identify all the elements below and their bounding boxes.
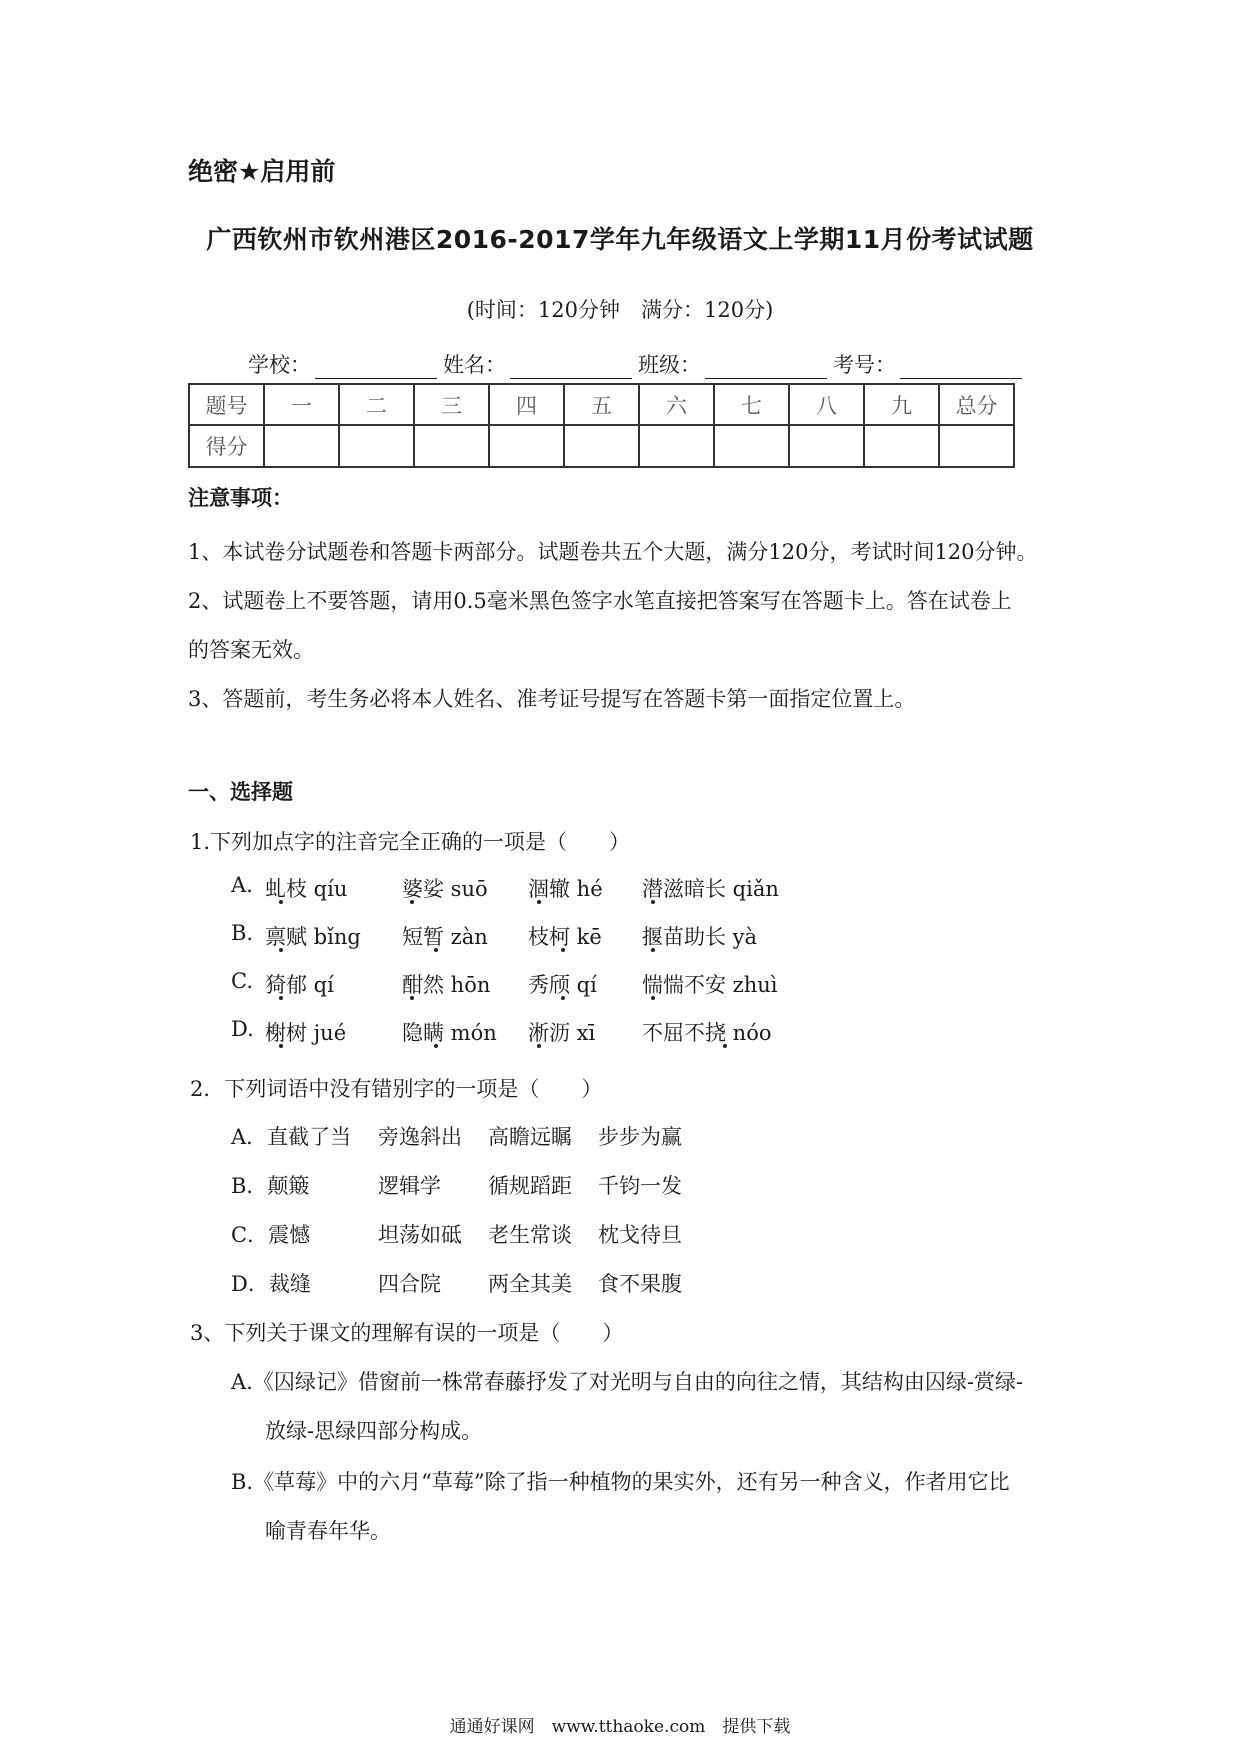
score-table (188, 383, 1015, 468)
option-term: 猗郁 qí (265, 973, 334, 997)
score-cell (939, 425, 1014, 467)
table-cell: 总分 (939, 384, 1014, 425)
question-2-option-d (231, 1268, 682, 1298)
option-letter: D. (231, 1017, 254, 1041)
question-3-option-b-cont: 喻青春年华。 (265, 1519, 391, 1543)
note-item-2-cont: 的答案无效。 (188, 638, 314, 662)
question-3-stem: 3、下列关于课文的理解有误的一项是（ ） (190, 1321, 624, 1345)
option-term: A．直截了当 (231, 1125, 352, 1149)
option-letter: C. (231, 969, 253, 993)
note-item-3: 3、答题前，考生务必将本人姓名、准考证号提写在答题卡第一面指定位置上。 (188, 687, 916, 711)
table-cell: 二 (339, 384, 414, 425)
table-cell: 九 (864, 384, 939, 425)
score-cell (414, 425, 489, 467)
confidential-mark: 绝密★启用前 (188, 157, 336, 186)
score-cell (864, 425, 939, 467)
table-cell: 七 (714, 384, 789, 425)
option-term: 两全其美 (488, 1272, 572, 1296)
score-table-header-row (189, 384, 1014, 425)
option-term: 四合院 (378, 1272, 441, 1296)
option-term: B．颠簸 (231, 1174, 310, 1198)
option-term: 高瞻远瞩 (488, 1125, 572, 1149)
option-term: 榭树 jué (265, 1021, 347, 1045)
option-term: 逻辑学 (378, 1174, 441, 1198)
question-1-stem: 1.下列加点字的注音完全正确的一项是（ ） (190, 830, 631, 854)
option-term: 潜滋暗长 qiǎn (642, 877, 779, 901)
score-cell (789, 425, 864, 467)
school-blank (315, 356, 437, 379)
table-cell: 三 (414, 384, 489, 425)
question-2-option-a (231, 1121, 682, 1151)
option-term: 揠苗助长 yà (642, 925, 758, 949)
option-term: 步步为赢 (598, 1125, 682, 1149)
option-term: 禀赋 bǐng (265, 925, 361, 949)
exam-no-blank (900, 356, 1022, 379)
score-cell (339, 425, 414, 467)
name-blank (510, 356, 632, 379)
option-term: 枕戈待旦 (598, 1223, 682, 1247)
option-letter: A. (231, 873, 253, 897)
option-term: C．震憾 (231, 1223, 311, 1247)
option-term: 秀颀 qí (528, 973, 597, 997)
table-cell: 题号 (189, 384, 264, 425)
table-cell: 一 (264, 384, 339, 425)
time-info: (时间：120分钟 满分：120分) (466, 298, 774, 322)
option-term: 千钧一发 (598, 1174, 682, 1198)
note-item-1: 1、本试卷分试题卷和答题卡两部分。试题卷共五个大题，满分120分，考试时间120分钟。 (188, 540, 1038, 564)
class-blank (705, 356, 827, 379)
question-2-stem: 2．下列词语中没有错别字的一项是（ ） (190, 1077, 603, 1101)
table-cell: 得分 (189, 425, 264, 467)
score-cell (489, 425, 564, 467)
question-2-option-b (231, 1170, 682, 1200)
exam-title: 广西钦州市钦州港区2016-2017学年九年级语文上学期11月份考试试题 (206, 225, 1034, 254)
question-2-option-c (231, 1219, 682, 1249)
option-term: 虬枝 qíu (265, 877, 348, 901)
option-letter: B. (231, 921, 254, 945)
note-item-2: 2、试题卷上不要答题，请用0.5毫米黑色签字水笔直接把答案写在答题卡上。答在试卷上 (188, 589, 1012, 613)
option-term: 不屈不挠 nóo (642, 1021, 772, 1045)
student-info-fields (248, 349, 1028, 379)
option-term: 老生常谈 (488, 1223, 572, 1247)
section-heading: 一、选择题 (188, 780, 293, 804)
option-term: 旁逸斜出 (378, 1125, 462, 1149)
option-term: 食不果腹 (598, 1272, 682, 1296)
question-3-option-b: B.《草莓》中的六月“草莓”除了指一种植物的果实外，还有另一种含义，作者用它比 (231, 1470, 1010, 1494)
question-3-option-a-cont: 放绿-思绿四部分构成。 (265, 1419, 483, 1443)
option-term: D．裁缝 (231, 1272, 311, 1296)
score-table-score-row (189, 425, 1014, 467)
option-term: 涸辙 hé (528, 877, 603, 901)
option-term: 惴惴不安 zhuì (642, 973, 778, 997)
option-term: 循规蹈距 (488, 1174, 572, 1198)
table-cell: 八 (789, 384, 864, 425)
question-1-option-d (231, 1017, 772, 1047)
table-cell: 五 (564, 384, 639, 425)
table-cell: 四 (489, 384, 564, 425)
name-label: 姓名： (443, 353, 506, 377)
school-label: 学校： (248, 353, 311, 377)
option-term: 婆娑 suō (402, 877, 488, 901)
question-1-option-b (231, 921, 757, 951)
option-term: 枝柯 kē (528, 925, 602, 949)
footer-credit: 通通好课网 www.tthaoke.com 提供下载 (449, 1717, 791, 1737)
notes-heading: 注意事项： (188, 486, 293, 510)
score-cell (714, 425, 789, 467)
question-1-option-a (231, 873, 779, 903)
class-label: 班级： (638, 353, 701, 377)
table-cell: 六 (639, 384, 714, 425)
option-term: 短暂 zàn (402, 925, 488, 949)
option-term: 酣然 hōn (402, 973, 491, 997)
question-1-option-c (231, 969, 778, 999)
score-cell (264, 425, 339, 467)
question-3-option-a: A.《囚绿记》借窗前一株常春藤抒发了对光明与自由的向往之情，其结构由囚绿-赏绿- (231, 1370, 1024, 1394)
option-term: 坦荡如砥 (378, 1223, 462, 1247)
option-term: 淅沥 xī (528, 1021, 596, 1045)
score-cell (639, 425, 714, 467)
exam-no-label: 考号： (833, 353, 896, 377)
score-cell (564, 425, 639, 467)
option-term: 隐瞒 món (402, 1021, 497, 1045)
